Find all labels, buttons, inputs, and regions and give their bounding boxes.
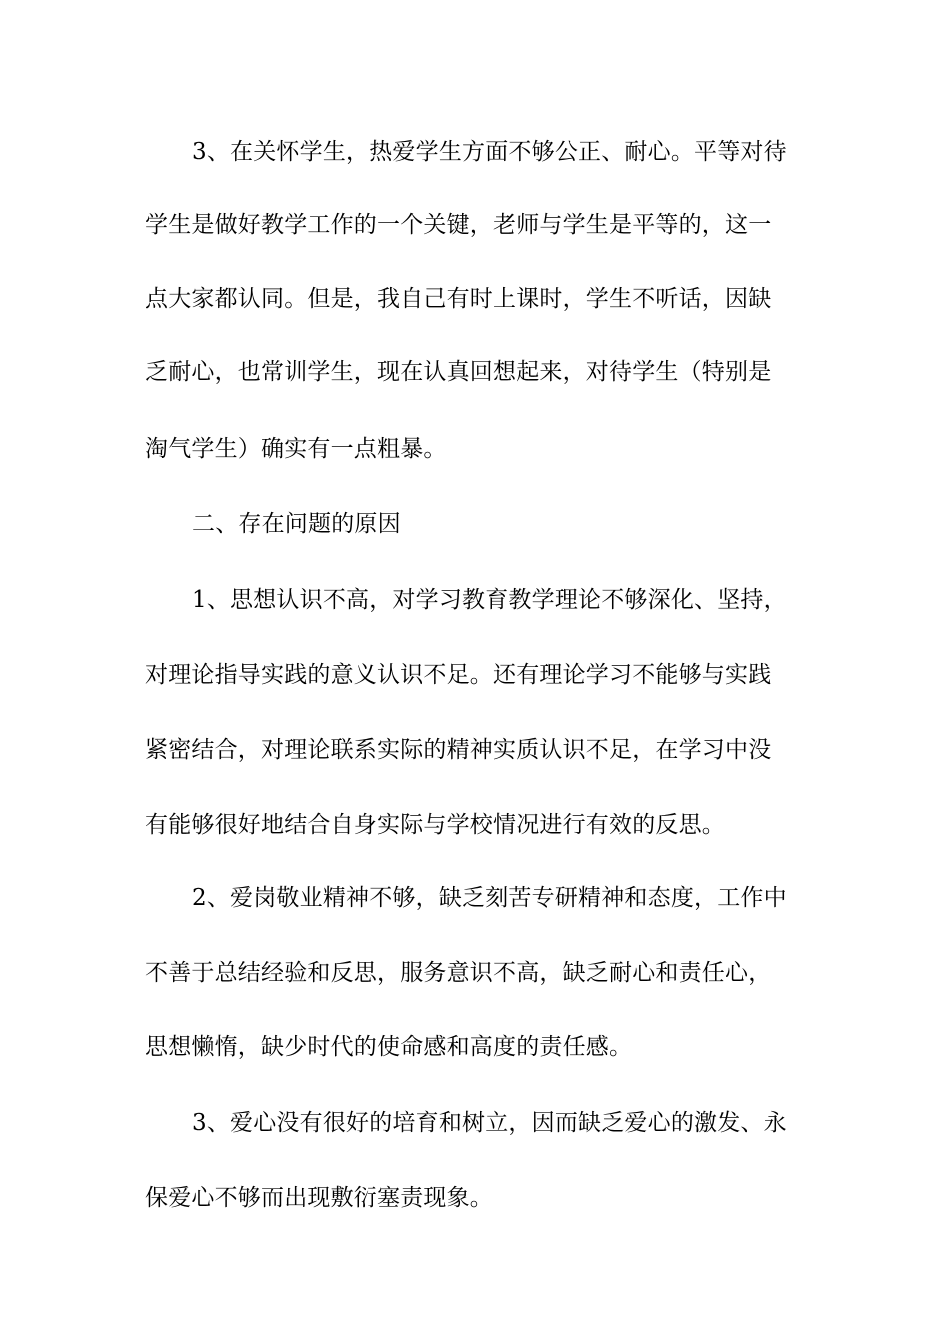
paragraph-cause-2-line-1: 2、爱岗敬业精神不够，缺乏刻苦专研精神和态度，工作中	[192, 885, 787, 911]
paragraph-3-line-2: 学生是做好教学工作的一个关键，老师与学生是平等的，这一	[145, 212, 772, 238]
paragraph-cause-2-line-3: 思想懒惰，缺少时代的使命感和高度的责任感。	[145, 1034, 633, 1060]
paragraph-cause-1-line-2: 对理论指导实践的意义认识不足。还有理论学习不能够与实践	[145, 662, 772, 688]
paragraph-cause-3-line-2: 保爱心不够而出现敷衍塞责现象。	[145, 1185, 493, 1211]
paragraph-cause-1-line-1: 1、思想认识不高，对学习教育教学理论不够深化、坚持，	[192, 587, 787, 613]
paragraph-3-line-5: 淘气学生）确实有一点粗暴。	[145, 436, 447, 462]
paragraph-cause-2-line-2: 不善于总结经验和反思，服务意识不高，缺乏耐心和责任心，	[145, 960, 772, 986]
paragraph-cause-1-line-3: 紧密结合，对理论联系实际的精神实质认识不足，在学习中没	[145, 737, 772, 763]
section-heading: 二、存在问题的原因	[192, 511, 401, 537]
paragraph-3-line-1: 3、在关怀学生，热爱学生方面不够公正、耐心。平等对待	[192, 139, 787, 165]
paragraph-cause-1-line-4: 有能够很好地结合自身实际与学校情况进行有效的反思。	[145, 812, 725, 838]
paragraph-3-line-4: 乏耐心，也常训学生，现在认真回想起来，对待学生（特别是	[145, 359, 772, 385]
paragraph-cause-3-line-1: 3、爱心没有很好的培育和树立，因而缺乏爱心的激发、永	[192, 1110, 787, 1136]
paragraph-3-line-3: 点大家都认同。但是，我自己有时上课时，学生不听话，因缺	[145, 286, 772, 312]
